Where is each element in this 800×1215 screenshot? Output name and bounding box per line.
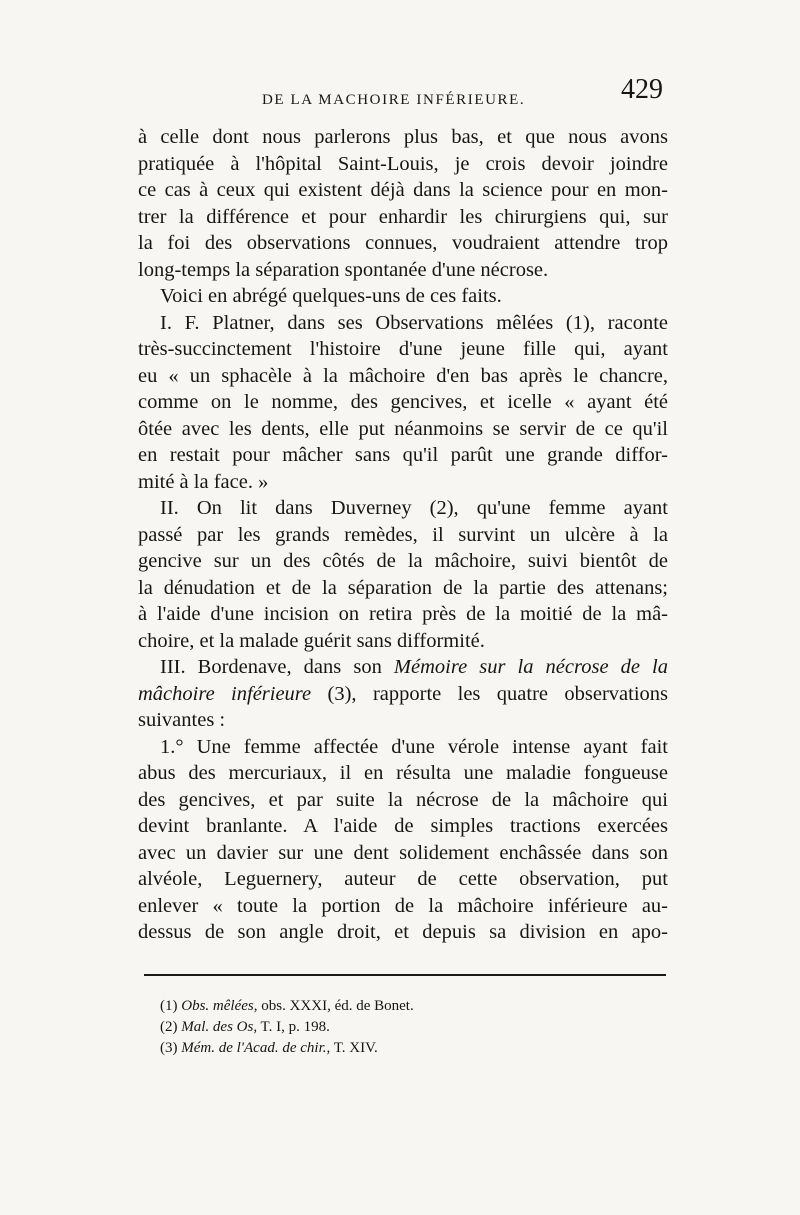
text-line: long-temps la séparation spontanée d'une nécrose. [138,258,549,281]
text-line: très-succinctement l'histoire d'une jeune fille qui, ayant [138,338,668,360]
text-line: gencive sur un des côtés de la mâchoire, suivi bientôt de [138,550,668,572]
footnote-separator [144,974,666,976]
footnote-mark: (1) [160,998,178,1014]
text-line: choire, et la malade guérit sans difformité. [138,629,485,652]
text-line: passé par les grands remèdes, il survint un ulcère à la [138,523,668,546]
text-line: la foi des observations connues, voudraient attendre trop [138,232,668,254]
text-line: des gencives, et par suite la nécrose de la mâchoire qui [138,788,668,811]
footnote [160,1038,580,1059]
text-line: ôtée avec les dents, elle put néanmoins se servir de ce qu'il [138,417,668,440]
footnotes [160,996,580,1059]
footnote [160,1017,580,1038]
text-line: dessus de son angle droit, et depuis sa division en apo- [138,921,668,943]
text-segment: (3), rapporte les quatre observations [327,682,668,705]
footnote-mark: (2) [160,1019,178,1035]
text-line: à l'aide d'une incision on retira près de la moitié de la mâ- [138,603,668,625]
footnote-text: , T. XIV. [326,1040,378,1056]
footnote-title: Obs. mêlées [181,998,254,1014]
text-line: 1.° Une femme affectée d'une vérole intense ayant fait [160,735,668,758]
footnote [160,996,580,1017]
text-line: alvéole, Leguernery, auteur de cette observation, put [138,868,668,890]
running-title: DE LA MACHOIRE INFÉRIEURE. [262,92,526,108]
text-line: pratiquée à l'hôpital Saint-Louis, je crois devoir joindre [138,152,668,175]
text-line: enlever « toute la portion de la mâchoire inférieure au- [138,894,668,917]
page-number: 429 [621,74,663,105]
footnote-title: Mal. des Os [181,1019,254,1035]
footnote-text: , T. I, p. 198. [253,1019,330,1035]
footnote-mark: (3) [160,1040,178,1056]
text-line: I. F. Platner, dans ses Observations mêlées (1), raconte [160,311,668,334]
text-line: mité à la face. » [138,470,269,493]
text-line [138,681,668,708]
text-line: abus des mercuriaux, il en résulta une maladie fongueuse [138,762,668,784]
body-text [138,124,668,946]
text-line: avec un davier sur une dent solidement enchâssée dans son [138,841,668,864]
text-line: en restait pour mâcher sans qu'il parût une grande diffor- [138,444,668,466]
text-segment: III. Bordenave, dans son [160,656,382,678]
text-line [138,654,668,681]
text-line: Voici en abrégé quelques-uns de ces faits. [160,285,502,307]
text-line: devint branlante. A l'aide de simples tractions exercées [138,815,668,837]
footnote-title: Mém. de l'Acad. de chir. [181,1040,327,1056]
text-line: suivantes : [138,709,226,731]
text-line: trer la différence et pour enhardir les chirurgiens qui, sur [138,205,668,228]
text-line: à celle dont nous parlerons plus bas, et que nous avons [138,126,668,148]
text-line: eu « un sphacèle à la mâchoire d'en bas après le chancre, [138,364,668,387]
italic-title: Mémoire sur la nécrose de la [393,656,668,678]
footnote-text: , obs. XXXI, éd. de Bonet. [253,998,414,1014]
text-line: comme on le nomme, des gencives, et icelle « ayant été [138,391,668,413]
text-line: ce cas à ceux qui existent déjà dans la science pour en mon- [138,179,668,201]
italic-title: mâchoire inférieure [138,682,312,705]
text-line: II. On lit dans Duverney (2), qu'une femme ayant [160,497,668,519]
text-line: la dénudation et de la séparation de la partie des attenans; [138,576,668,599]
